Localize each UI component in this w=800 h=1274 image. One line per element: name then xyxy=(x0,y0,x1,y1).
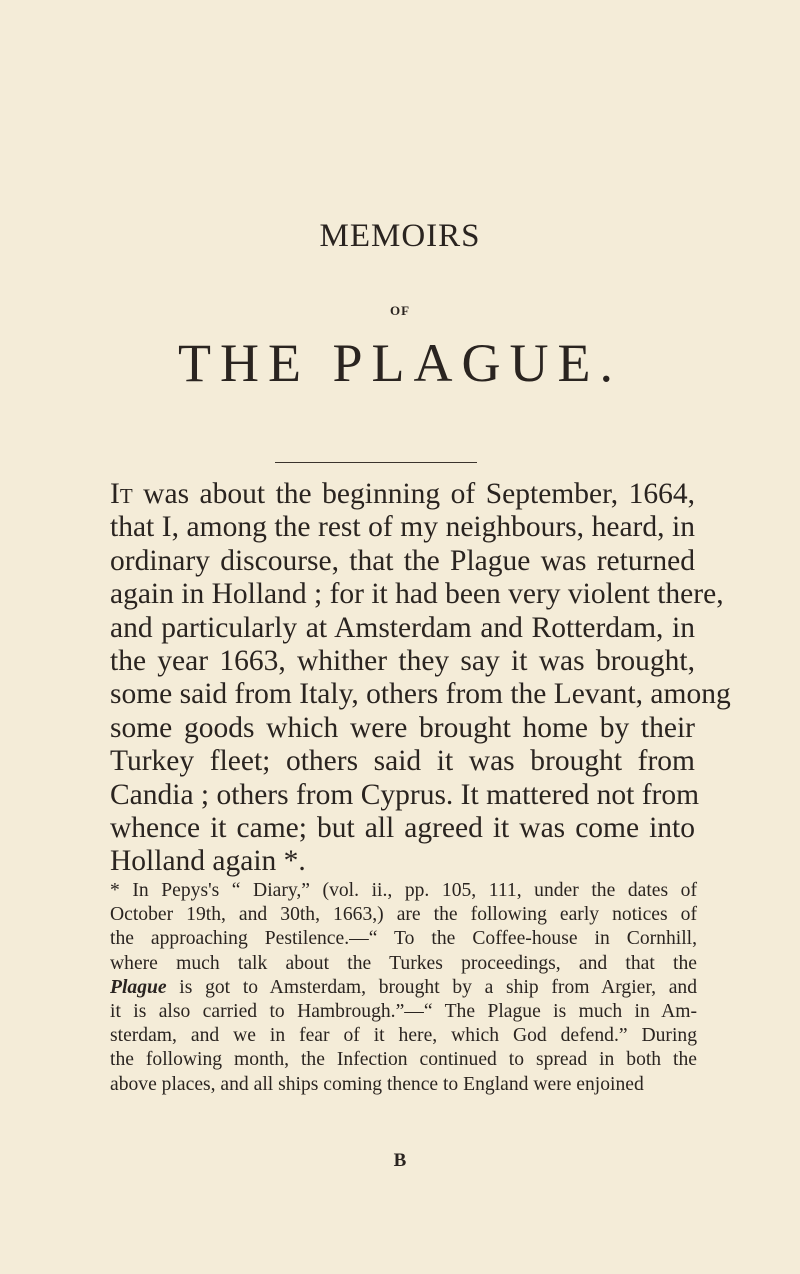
paragraph-line: that I, among the rest of my neighbours, heard, in xyxy=(110,511,695,544)
main-paragraph xyxy=(110,478,731,879)
footnote-line: it is also carried to Hambrough.”—“ The Plague is much in Am- xyxy=(110,1001,697,1023)
footnote xyxy=(110,879,697,1097)
footnote-line: * In Pepys's “ Diary,” (vol. ii., pp. 105, 111, under the dates of xyxy=(110,880,697,901)
title-the-plague: THE PLAGUE. xyxy=(178,333,622,393)
footnote-line: the approaching Pestilence.—“ To the Coffee-house in Cornhill, xyxy=(110,928,697,950)
paragraph-line: whence it came; but all agreed it was come into xyxy=(110,812,695,845)
paragraph-line: Turkey fleet; others said it was brought from xyxy=(110,745,695,778)
paragraph-line xyxy=(110,478,695,511)
paragraph-line: Holland again *. xyxy=(110,845,306,878)
drop-lead: It xyxy=(110,478,133,510)
title-rule xyxy=(275,462,477,463)
signature-mark: B xyxy=(393,1150,407,1171)
title-of: OF xyxy=(389,303,411,318)
paragraph-line: and particularly at Amsterdam and Rotterdam, in xyxy=(110,611,695,644)
paragraph-line: Candia ; others from Cyprus. It mattered not from xyxy=(110,778,700,811)
footnote-line: the following month, the Infection continued to spread in both the xyxy=(110,1049,697,1071)
paragraph-line: ordinary discourse, that the Plague was returned xyxy=(110,544,695,577)
title-memoirs: MEMOIRS xyxy=(319,218,481,254)
paragraph-line: some goods which were brought home by their xyxy=(110,711,695,744)
paragraph-line: the year 1663, whither they say it was brought, xyxy=(110,645,695,678)
paragraph-line: some said from Italy, others from the Levant, among xyxy=(110,678,731,711)
footnote-line: October 19th, and 30th, 1663,) are the following early notices of xyxy=(110,904,697,926)
footnote-line: sterdam, and we in fear of it here, which God defend.” During xyxy=(110,1025,697,1047)
footnote-line: above places, and all ships coming thence to England were enjoined xyxy=(110,1073,644,1095)
line-text: was about the beginning of September, 1664, xyxy=(132,478,695,510)
footnote-line: where much talk about the Turkes proceedings, and that the xyxy=(110,952,697,974)
footnote-line: Plague is got to Amsterdam, brought by a ship from Argier, and xyxy=(110,976,697,998)
paragraph-line: again in Holland ; for it had been very violent there, xyxy=(110,578,724,611)
